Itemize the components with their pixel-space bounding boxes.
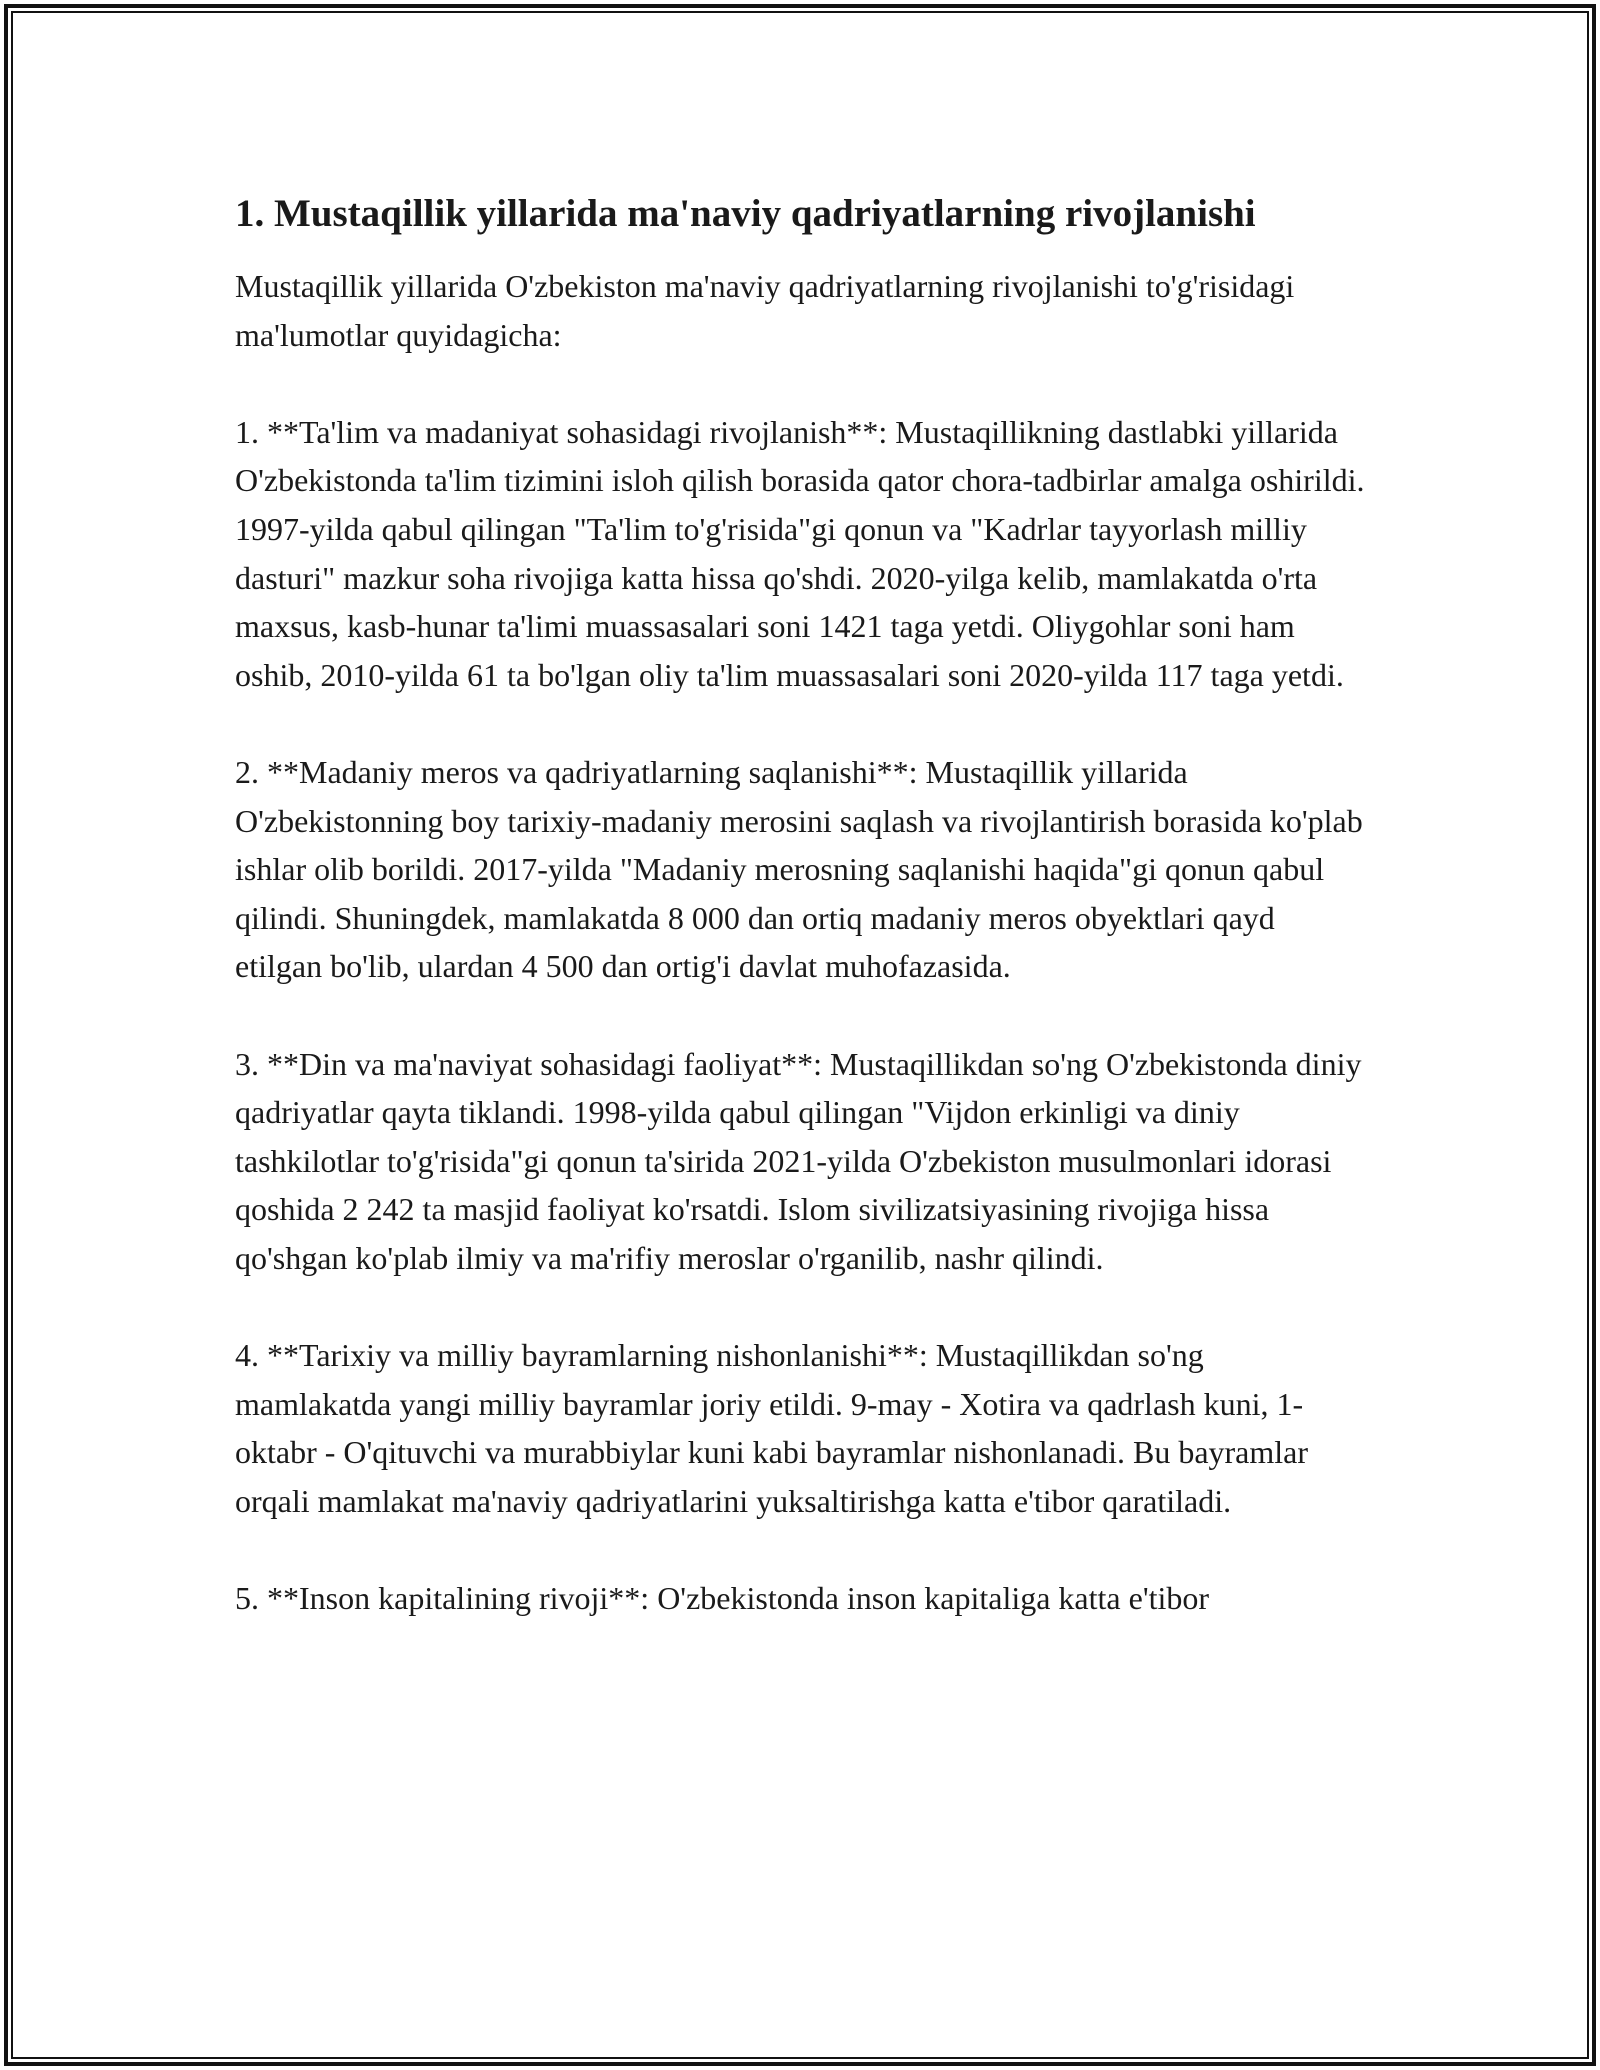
list-item-heritage: 2. **Madaniy meros va qadriyatlarning saqlanishi**: Mustaqillik yillarida O'zbekistonning boy tarixiy-madaniy merosini saqlash va rivojlantirish borasida ko'plab ishlar olib borildi. 2017-yilda "Madaniy merosning saqlanishi haqida"gi qonun qabul qilindi. Shuningdek, mamlakatda 8 000 dan ortiq madaniy meros obyektlari qayd etilgan bo'lib, ulardan 4 500 dan ortig'i davlat muhofazasida.	[235, 753, 1363, 985]
paragraph-spacer	[235, 359, 1365, 408]
list-item-religion: 3. **Din va ma'naviyat sohasidagi faoliyat**: Mustaqillikdan so'ng O'zbekistonda diniy qadriyatlar qayta tiklandi. 1998-yilda qabul qilingan "Vijdon erkinligi va diniy tashkilotlar to'g'risida"gi qonun ta'sirida 2021-yilda O'zbekiston musulmonlari idorasi qoshida 2 242 ta masjid faoliyat ko'rsatdi. Islom sivilizatsiyasining rivojiga hissa qo'shgan ko'plab ilmiy va ma'rifiy meroslar o'rganilib, nashr qilindi.	[235, 1045, 1362, 1276]
list-item-holidays: 4. **Tarixiy va milliy bayramlarning nishonlanishi**: Mustaqillikdan so'ng mamlakatda yangi milliy bayramlar joriy etildi. 9-may - Xotira va qadrlash kuni, 1-oktabr - O'qituvchi va murabbiylar kuni kabi bayramlar nishonlanadi. Bu bayramlar orqali mamlakat ma'naviy qadriyatlarini yuksaltirishga katta e'tibor qaratiladi.	[235, 1337, 1309, 1519]
paragraph-spacer	[235, 699, 1365, 748]
paragraph-spacer	[235, 1525, 1365, 1574]
list-item-human-capital: 5. **Inson kapitalining rivoji**: O'zbekistonda inson kapitaliga katta e'tibor	[235, 1580, 1210, 1617]
paragraph-spacer	[235, 1282, 1365, 1331]
document-body	[235, 188, 1365, 1623]
paragraph-spacer	[235, 991, 1365, 1040]
document-title: 1. Mustaqillik yillarida ma'naviy qadriyatlarning rivojlanishi	[235, 192, 1256, 235]
list-item-education: 1. **Ta'lim va madaniyat sohasidagi rivojlanish**: Mustaqillikning dastlabki yillarida O'zbekistonda ta'lim tizimini isloh qilish borasida qator chora-tadbirlar amalga oshirildi. 1997-yilda qabul qilingan "Ta'lim to'g'risida"gi qonun va "Kadrlar tayyorlash milliy dasturi" mazkur soha rivojiga katta hissa qo'shdi. 2020-yilga kelib, mamlakatda o'rta maxsus, kasb-hunar ta'limi muassasalari soni 1421 taga yetdi. Oliygohlar soni ham oshib, 2010-yilda 61 ta bo'lgan oliy ta'lim muassasalari soni 2020-yilda 117 taga yetdi.	[235, 413, 1365, 693]
intro-paragraph: Mustaqillik yillarida O'zbekiston ma'naviy qadriyatlarning rivojlanishi to'g'risidagi ma'lumotlar quyidagicha:	[235, 268, 1295, 353]
